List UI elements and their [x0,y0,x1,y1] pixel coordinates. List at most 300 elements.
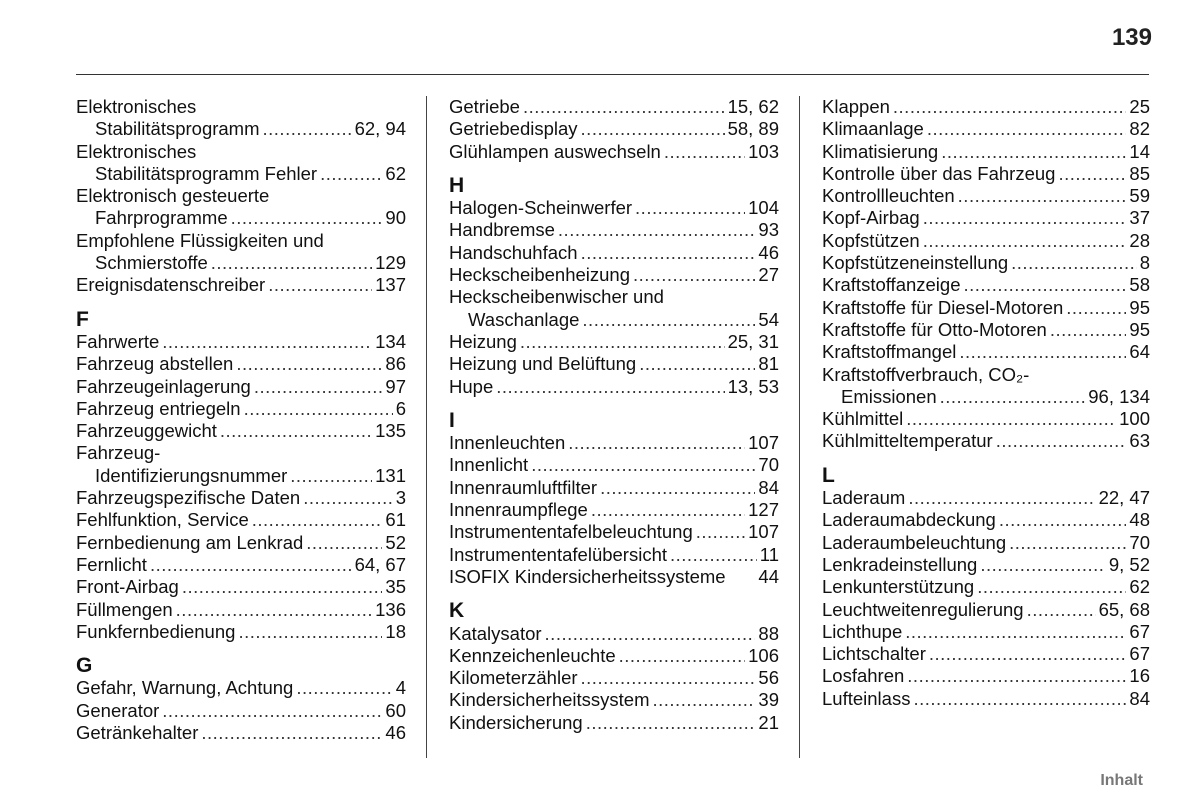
index-entry-line [76,376,406,398]
dot-leader [619,645,745,667]
index-entry [822,252,1150,274]
index-entry-pages: 97 [385,375,406,397]
column-divider [426,96,427,758]
index-entry-label: Kennzeichenleuchte [449,644,616,666]
index-entry-label: Identifizierungsnummer [95,464,288,486]
index-entry [76,185,406,230]
dot-leader [600,477,755,499]
dot-leader [558,219,756,241]
index-entry-pages: 58, 89 [727,118,779,140]
index-entry-pages: 22, 47 [1098,487,1150,509]
index-entry [449,712,779,734]
index-entry-label: Kraftstoffanzeige [822,274,961,296]
dot-leader [182,576,383,598]
index-entry-label: Kontrollleuchten [822,185,955,207]
index-entry-label: Fahrzeugeinlagerung [76,375,251,397]
index-entry [76,442,406,487]
index-entry-label: Klappen [822,96,890,117]
index-entry-label: Kraftstoffverbrauch, CO₂- [822,363,1030,385]
dot-leader [586,712,756,734]
index-entry [822,364,1150,409]
section-letter: K [449,599,465,623]
index-entry-label: Instrumententafelübersicht [449,543,668,565]
index-entry [822,532,1150,554]
dot-leader [254,376,383,398]
index-entry-label: Fernbedienung am Lenkrad [76,531,304,553]
index-entry [822,230,1150,252]
index-entry [76,554,406,576]
index-entry-line [449,499,779,521]
dot-leader [893,96,1127,118]
index-entry-label: Kraftstoffe für Diesel-Motoren [822,296,1064,318]
index-entry-pages: 25, 31 [727,330,779,352]
index-entry-line [449,432,779,454]
index-entry-label: Elektronisches [76,96,197,117]
index-entry-label: Lenkunterstützung [822,576,975,598]
dot-leader [980,554,1106,576]
index-entry-pages: 65, 68 [1098,598,1150,620]
index-entry-label: Schmierstoffe [95,252,208,274]
index-entry-line [76,465,406,487]
index-entry-pages: 67 [1129,620,1150,642]
index-entry-line [449,566,779,588]
index-entry-pages: 63 [1129,430,1150,452]
index-entry-line [76,96,406,118]
index-entry-line [76,398,406,420]
index-entry-pages: 82 [1129,118,1150,140]
index-entry-pages: 21 [758,711,779,733]
index-entry-pages: 103 [748,140,779,162]
index-entry-pages: 4 [395,677,406,699]
index-entry-label: Katalysator [449,622,542,644]
index-entry-label: Kopfstützen [822,229,920,251]
dot-leader [633,264,755,286]
index-entry-line [76,677,406,699]
index-entry-line [449,331,779,353]
index-entry-pages: 86 [385,353,406,375]
index-entry-label: Kraftstoffmangel [822,341,957,363]
dot-leader [238,621,382,643]
section-letter: F [76,307,89,331]
index-entry-line [449,521,779,543]
index-entry [822,96,1150,118]
dot-leader [303,487,393,509]
dot-leader [150,554,352,576]
index-entry [822,688,1150,710]
index-entry-label: Kindersicherheitssystem [449,689,650,711]
dot-leader [927,118,1127,140]
index-entry-label: Füllmengen [76,598,173,620]
dot-leader [977,576,1126,598]
dot-leader [211,252,372,274]
dot-leader [929,643,1127,665]
index-entry-label: Lichthupe [822,620,903,642]
index-entry-line [822,509,1150,531]
index-entry-label: ISOFIX Kindersicherheitssysteme [449,565,726,587]
index-entry-label: Laderaumbeleuchtung [822,531,1007,553]
dot-leader [290,465,372,487]
index-entry-label: Fahrzeug abstellen [76,353,234,375]
index-entry-line [76,487,406,509]
index-entry-line [76,163,406,185]
dot-leader [1050,319,1127,341]
index-entry-label: Klimaanlage [822,118,924,140]
dot-leader [520,331,725,353]
index-entry [76,700,406,722]
index-entry-line [76,554,406,576]
index-column-3 [822,96,1150,710]
index-entry-line [822,185,1150,207]
index-column-2 [449,96,779,734]
dot-leader [268,274,372,296]
index-entry-line [76,420,406,442]
index-entry-label: Getriebedisplay [449,118,578,140]
index-entry-label: Elektronisches [76,140,197,162]
index-entry-label: Elektronisch gesteuerte [76,185,270,207]
index-entry [76,509,406,531]
dot-leader [568,432,745,454]
dot-leader [162,331,372,353]
index-entry-line [76,442,406,464]
index-entry [449,118,779,140]
index-entry-label: Handschuhfach [449,241,578,263]
index-entry [822,509,1150,531]
index-entry-pages: 35 [385,576,406,598]
dot-leader [923,230,1127,252]
index-entry-line [76,621,406,643]
index-entry-pages: 96, 134 [1088,385,1150,407]
index-entry-line [76,576,406,598]
index-entry-line [449,645,779,667]
index-entry-pages: 25 [1129,96,1150,117]
index-entry-label: Fahrzeug entriegeln [76,397,241,419]
index-entry-label: Gefahr, Warnung, Achtung [76,677,294,699]
index-entry-line [76,700,406,722]
dot-leader [1011,252,1137,274]
index-entry [449,454,779,476]
index-entry-line [822,274,1150,296]
index-entry-label: Fehlfunktion, Service [76,509,249,531]
index-entry [76,532,406,554]
index-entry-line [449,197,779,219]
dot-leader [1058,163,1126,185]
index-entry-line [822,665,1150,687]
index-entry-label: Ereignisdatenschreiber [76,274,266,296]
dot-leader [653,689,756,711]
index-entry-line [822,364,1150,386]
index-entry-pages: 104 [748,197,779,219]
index-entry-line [449,689,779,711]
index-entry [822,621,1150,643]
index-entry-pages: 46 [758,241,779,263]
index-entry-pages: 129 [375,252,406,274]
dot-leader [582,309,755,331]
index-entry [449,477,779,499]
index-entry-line [76,599,406,621]
dot-leader [162,700,382,722]
index-entry-label: Innenlicht [449,454,529,476]
index-entry-label: Laderaumabdeckung [822,509,996,531]
index-entry-pages: 100 [1119,408,1150,430]
index-column-1 [76,96,406,744]
index-entry [76,677,406,699]
index-entry [76,722,406,744]
index-entry-line [822,599,1150,621]
index-entry [822,118,1150,140]
index-entry-pages: 107 [748,432,779,454]
index-entry-line [449,544,779,566]
index-entry [822,163,1150,185]
index-entry-pages: 48 [1129,509,1150,531]
index-entry-pages: 84 [1129,687,1150,709]
index-entry-pages: 9, 52 [1108,553,1150,575]
index-entry-label: Kühlmittel [822,408,904,430]
index-entry [449,499,779,521]
index-entry-pages: 62, 94 [354,118,406,140]
dot-leader [320,163,382,185]
index-entry-label: Fahrzeug- [76,442,161,464]
page-number: 139 [1111,24,1152,51]
index-entry-line [822,163,1150,185]
index-entry [449,521,779,543]
index-entry-label: Empfohlene Flüssigkeiten und [76,229,324,251]
index-entry-line [822,252,1150,274]
index-entry-line [822,96,1150,118]
index-entry-pages: 70 [758,454,779,476]
index-entry-label: Generator [76,699,160,721]
index-entry [449,623,779,645]
index-entry-pages: 14 [1129,140,1150,162]
dot-leader [908,487,1095,509]
index-entry-label: Kopfstützeneinstellung [822,252,1009,274]
index-entry [449,353,779,375]
dot-leader [907,665,1126,687]
index-entry-line [822,430,1150,452]
index-entry-label: Fahrprogramme [95,207,228,229]
index-entry-line [449,96,779,118]
index-entry-line [822,643,1150,665]
index-entry-label: Halogen-Scheinwerfer [449,197,633,219]
index-entry [449,219,779,241]
dot-leader [941,141,1126,163]
index-entry-line [76,252,406,274]
dot-leader [252,509,383,531]
dot-leader [1066,297,1126,319]
index-entry-line [449,454,779,476]
index-entry-label: Fernlicht [76,553,147,575]
index-entry [449,96,779,118]
index-entry-line [76,141,406,163]
index-entry-label: Laderaum [822,487,906,509]
dot-leader [296,677,392,699]
index-entry-line [449,712,779,734]
dot-leader [670,544,757,566]
index-entry-line [76,185,406,207]
index-entry [822,408,1150,430]
index-entry-line [822,297,1150,319]
index-entry [449,242,779,264]
dot-leader [591,499,745,521]
index-entry-line [822,230,1150,252]
index-entry-pages: 59 [1129,185,1150,207]
index-entry [76,376,406,398]
dot-leader [545,623,756,645]
index-entry-line [449,376,779,398]
index-entry-pages: 131 [375,464,406,486]
dot-leader [220,420,372,442]
index-entry-line [76,118,406,140]
section-letter: H [449,173,465,197]
index-entry-line [449,477,779,499]
index-entry-pages: 95 [1129,296,1150,318]
dot-leader [959,341,1126,363]
index-entry [76,331,406,353]
index-entry-pages: 64, 67 [354,553,406,575]
index-entry-pages: 15, 62 [727,96,779,117]
dot-leader [496,376,724,398]
index-entry-line [76,532,406,554]
index-entry-label: Kilometerzähler [449,667,578,689]
index-entry-pages: 90 [385,207,406,229]
dot-leader [913,688,1126,710]
index-entry-label: Glühlampen auswechseln [449,140,661,162]
index-entry-label: Stabilitätsprogramm Fehler [95,162,318,184]
index-entry-pages: 134 [375,330,406,352]
dot-leader [1009,532,1126,554]
index-entry [822,297,1150,319]
index-entry [449,566,779,588]
dot-leader [964,274,1127,296]
index-entry-pages: 88 [758,622,779,644]
index-entry-label: Kopf-Airbag [822,207,920,229]
index-entry-label: Klimatisierung [822,140,939,162]
index-entry-pages: 64 [1129,341,1150,363]
index-entry-pages: 81 [758,353,779,375]
index-entry-line [449,141,779,163]
column-divider [799,96,800,758]
index-entry [449,689,779,711]
index-entry-pages: 85 [1129,162,1150,184]
index-entry-label: Getriebe [449,96,520,117]
index-entry-line [449,353,779,375]
index-entry-line [449,309,779,331]
index-entry-label: Heizung und Belüftung [449,353,637,375]
dot-leader [958,185,1127,207]
dot-leader [696,521,745,543]
dot-leader [923,207,1127,229]
index-entry-label: Funkfernbedienung [76,620,236,642]
index-entry [76,353,406,375]
index-entry-pages: 8 [1139,252,1150,274]
index-entry-line [76,230,406,252]
dot-leader [244,398,393,420]
index-entry-pages: 27 [758,264,779,286]
index-entry-pages: 62 [385,162,406,184]
index-entry-label: Fahrwerte [76,330,160,352]
index-entry-pages: 56 [758,667,779,689]
index-entry-pages: 60 [385,699,406,721]
dot-leader [231,207,383,229]
index-entry [822,341,1150,363]
index-entry-line [822,207,1150,229]
index-entry [76,621,406,643]
dot-leader [523,96,725,118]
index-entry [822,319,1150,341]
index-entry-label: Kühlmitteltemperatur [822,430,993,452]
index-entry-line [76,274,406,296]
index-entry [822,430,1150,452]
index-entry-line [76,207,406,229]
index-entry-line [822,576,1150,598]
index-entry-pages: 127 [748,499,779,521]
index-entry-label: Fahrzeugspezifische Daten [76,487,301,509]
index-entry-label: Heizung [449,330,517,352]
dot-leader [635,197,745,219]
index-entry-pages: 58 [1129,274,1150,296]
index-entry-line [449,242,779,264]
index-entry [449,645,779,667]
index-entry-label: Kraftstoffe für Otto-Motoren [822,318,1047,340]
index-entry-label: Lichtschalter [822,643,926,665]
index-entry-pages: 46 [385,722,406,744]
index-entry-label: Innenraumpflege [449,499,588,521]
index-entry-line [822,319,1150,341]
index-entry [449,376,779,398]
index-entry [822,643,1150,665]
index-entry-label: Front-Airbag [76,576,179,598]
index-entry-label: Innenleuchten [449,432,566,454]
index-entry [822,554,1150,576]
index-entry [822,487,1150,509]
index-entry [449,197,779,219]
index-entry-line [822,386,1150,408]
index-entry-line [822,341,1150,363]
dot-leader [306,532,382,554]
index-entry-label: Stabilitätsprogramm [95,118,260,140]
section-letter: I [449,408,455,432]
index-entry-label: Lenkradeinstellung [822,553,978,575]
index-entry [822,576,1150,598]
index-entry-pages: 6 [395,397,406,419]
index-entry [822,599,1150,621]
index-entry-line [822,554,1150,576]
index-entry-label: Kindersicherung [449,711,583,733]
index-entry [822,665,1150,687]
index-entry-pages: 39 [758,689,779,711]
index-entry [76,420,406,442]
index-entry-pages: 136 [375,598,406,620]
index-entry-pages: 67 [1129,643,1150,665]
dot-leader [639,353,755,375]
index-entry-line [76,722,406,744]
dot-leader [263,118,352,140]
dot-leader [236,353,382,375]
index-entry-pages: 52 [385,531,406,553]
dot-leader [581,118,725,140]
index-entry-line [76,353,406,375]
index-entry [449,667,779,689]
index-entry-line [822,118,1150,140]
index-entry-pages: 93 [758,219,779,241]
index-entry-label: Waschanlage [468,308,580,330]
section-letter: G [76,654,93,678]
footer-section-label: Inhalt [1100,772,1143,789]
index-entry-label: Emissionen [841,385,937,407]
index-entry-pages: 3 [395,487,406,509]
index-entry-pages: 70 [1129,531,1150,553]
index-entry-line [449,623,779,645]
dot-leader [664,141,745,163]
